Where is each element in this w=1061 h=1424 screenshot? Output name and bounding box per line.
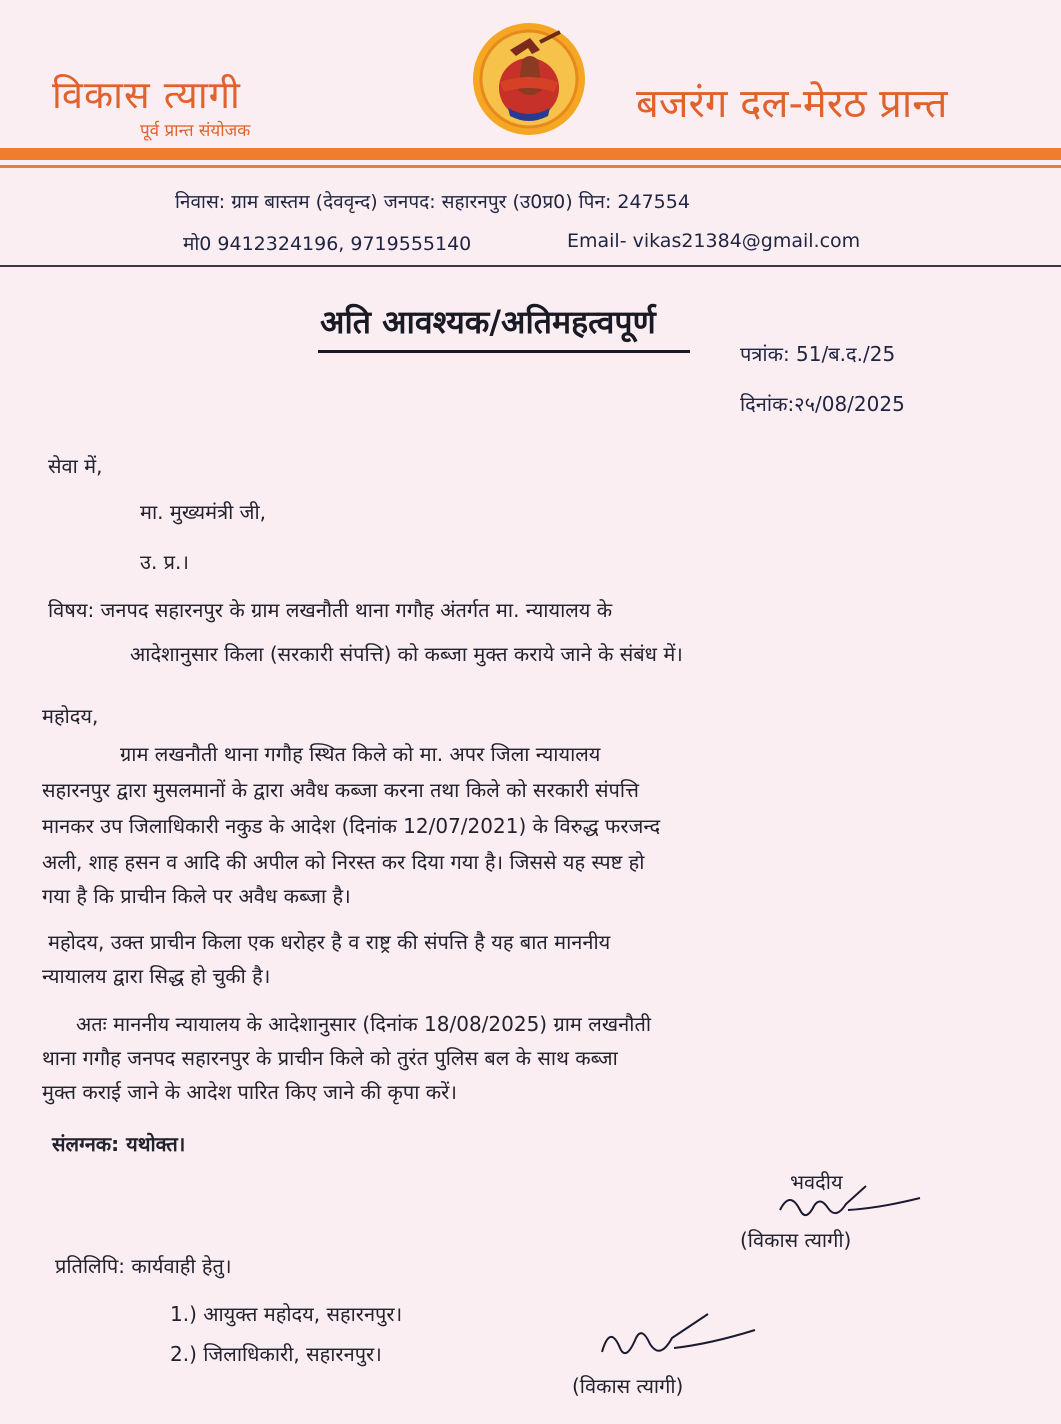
paragraph-1-line: मानकर उप जिलाधिकारी नकुड के आदेश (दिनांक 12/07/2021) के विरुद्ध फरजन्द: [42, 814, 661, 838]
enclosure: संलग्नक: यथोक्त।: [52, 1132, 186, 1156]
urgent-heading: अति आवश्यक/अतिमहत्वपूर्ण: [320, 303, 656, 341]
paragraph-1-line: गया है कि प्राचीन किले पर अवैध कब्जा है।: [42, 884, 351, 908]
subject-line-2: आदेशानुसार किला (सरकारी संपत्ति) को कब्जा मुक्त कराये जाने के संबंध में।: [130, 642, 683, 666]
salutation-to: सेवा में,: [48, 454, 103, 478]
logo-emblem-icon: [470, 20, 588, 138]
header-band-thin: [0, 165, 1061, 168]
subject-line-1: विषय: जनपद सहारनपुर के ग्राम लखनौती थाना गगौह अंतर्गत मा. न्यायालय के: [48, 598, 613, 622]
letterhead-email: Email- vikas21384@gmail.com: [567, 230, 861, 252]
paragraph-2-line: न्यायालय द्वारा सिद्ध हो चुकी है।: [42, 964, 271, 988]
letter-date: दिनांक:२५/08/2025: [740, 392, 905, 416]
bajrang-dal-logo: [470, 20, 588, 138]
paragraph-3-line: अतः माननीय न्यायालय के आदेशानुसार (दिनांक 18/08/2025) ग्राम लखनौती: [76, 1012, 652, 1036]
heading-underline: [318, 350, 690, 353]
letterhead-address: निवास: ग्राम बास्तम (देववृन्द) जनपद: सहारनपुर (उ0प्र0) पिन: 247554: [175, 191, 690, 213]
signature-mark-2: [590, 1308, 770, 1368]
paragraph-1-line: सहारनपुर द्वारा मुसलमानों के द्वारा अवैध कब्जा करना तथा किले को सरकारी संपत्ति: [42, 778, 639, 802]
greeting: महोदय,: [42, 704, 99, 728]
recipient-line-1: मा. मुख्यमंत्री जी,: [140, 500, 267, 524]
signatory-name-2: (विकास त्यागी): [572, 1374, 684, 1398]
paragraph-3-line: मुक्त कराई जाने के आदेश पारित किए जाने की कृपा करें।: [42, 1080, 457, 1104]
paragraph-2-line: महोदय, उक्त प्राचीन किला एक धरोहर है व राष्ट्र की संपत्ति है यह बात माननीय: [48, 930, 611, 954]
header-divider: [0, 265, 1061, 267]
copy-to-item: 2.) जिलाधिकारी, सहारनपुर।: [170, 1342, 382, 1366]
reference-number: पत्रांक: 51/ब.द./25: [740, 342, 896, 366]
signature-mark: [770, 1180, 940, 1230]
letterhead-organization: बजरंग दल-मेरठ प्रान्त: [636, 81, 948, 127]
header-band: [0, 148, 1061, 160]
paragraph-1-line: अली, शाह हसन व आदि की अपील को निरस्त कर दिया गया है। जिससे यह स्पष्ट हो: [42, 850, 645, 874]
copy-to-label: प्रतिलिपि: कार्यवाही हेतु।: [55, 1254, 232, 1278]
recipient-line-2: उ. प्र.।: [140, 550, 189, 574]
closing: भवदीय: [790, 1170, 843, 1194]
paragraph-1-line: ग्राम लखनौती थाना गगौह स्थित किले को मा. अपर जिला न्यायालय: [120, 742, 601, 766]
letterhead-name: विकास त्यागी: [52, 73, 241, 117]
copy-to-item: 1.) आयुक्त महोदय, सहारनपुर।: [170, 1302, 403, 1326]
letterhead-role: पूर्व प्रान्त संयोजक: [140, 121, 251, 141]
paragraph-3-line: थाना गगौह जनपद सहारनपुर के प्राचीन किले को तुरंत पुलिस बल के साथ कब्जा: [42, 1046, 618, 1070]
letterhead-phone: मो0 9412324196, 9719555140: [183, 233, 472, 255]
signatory-name: (विकास त्यागी): [740, 1228, 852, 1252]
